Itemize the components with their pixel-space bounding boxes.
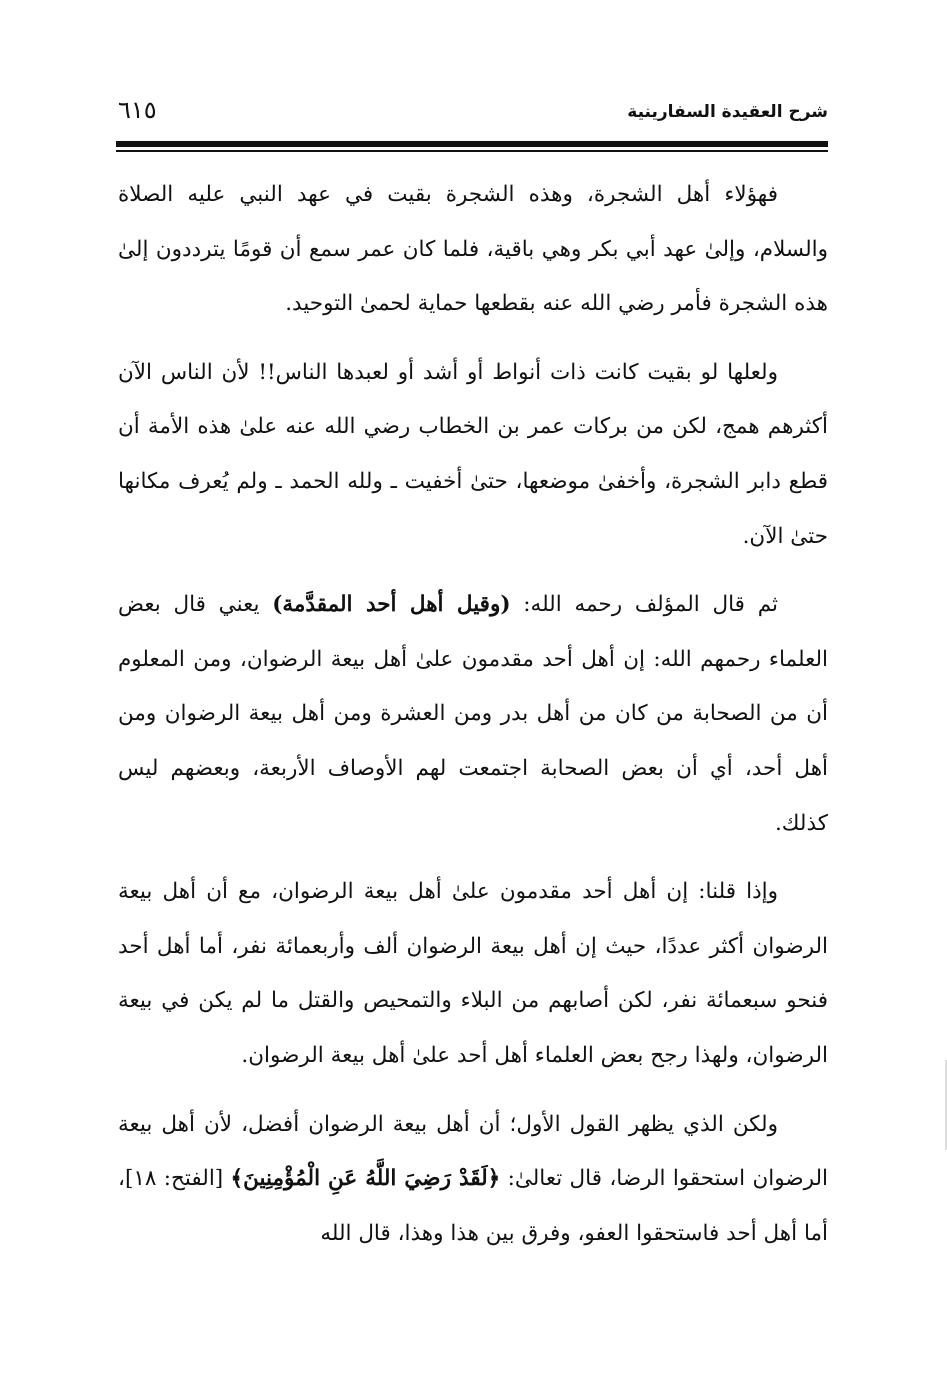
paragraph-2-text: ولعلها لو بقيت كانت ذات أنواط أو أشد أو لعبدها الناس!! لأن الناس الآن أكثرهم همج، لكن من بركات عمر بن الخطاب رضي الله عنه علىٰ هذه الأمة أن قطع دابر الشجرة، وأخفىٰ موضعها، حتىٰ أخفيت ـ ولله الحمد ـ ولم يُعرف مكانها حتىٰ الآن. — [118, 359, 828, 549]
paragraph-3 — [118, 578, 828, 851]
page-header — [118, 92, 828, 132]
paragraph-4-text: وإذا قلنا: إن أهل أحد مقدمون علىٰ أهل بيعة الرضوان، مع أن أهل بيعة الرضوان أكثر عددًا، حيث إن أهل بيعة الرضوان ألف وأربعمائة نفر، أما أهل أحد فنحو سبعمائة نفر، لكن أصابهم من البلاء والتمحيص والقتل ما لم يكن في بيعة الرضوان، ولهذا رجح بعض العلماء أهل أحد علىٰ أهل بيعة الرضوان. — [118, 879, 828, 1068]
paragraph-5-text: [الفتح: ١٨]، أما أهل أحد فاستحقوا العفو، وفرق بين هذا وهذا، قال الله — [118, 1166, 828, 1246]
matn-quote: (وقيل أهل أحد المقدَّمة) — [272, 592, 511, 618]
paragraph-1 — [118, 168, 828, 332]
paragraph-1-text: فهؤلاء أهل الشجرة، وهذه الشجرة بقيت في عهد النبي عليه الصلاة والسلام، وإلىٰ عهد أبي بكر وهي باقية، فلما كان عمر سمع أن قومًا يترددون إلىٰ هذه الشجرة فأمر رضي الله عنه بقطعها حماية لحمىٰ التوحيد. — [118, 182, 828, 317]
paragraph-5-lead: ولكن الذي يظهر القول الأول؛ أن أهل بيعة الرضوان أفضل، لأن أهل بيعة الرضوان استحقوا الرضا، قال تعالىٰ: — [118, 1111, 828, 1192]
page-number: ٦١٥ — [118, 96, 157, 124]
paragraph-2 — [118, 346, 828, 564]
page-body — [118, 168, 828, 1261]
header-rule-thin — [116, 150, 828, 152]
header-rule-thick — [116, 141, 828, 147]
paragraph-3-lead: ثم قال المؤلف رحمه الله: — [510, 592, 778, 618]
quran-verse: ﴿لَقَدْ رَضِيَ اللَّهُ عَنِ الْمُؤْمِنِينَ﴾ — [230, 1166, 501, 1192]
paragraph-3-text: يعني قال بعض العلماء رحمهم الله: إن أهل أحد مقدمون علىٰ أهل بيعة الرضوان، ومن المعلوم أن من الصحابة من كان من أهل بدر ومن العشرة ومن أهل بيعة الرضوان ومن أهل أحد، أي أن بعض الصحابة اجتمعت لهم الأوصاف الأربعة، وبعضهم ليس كذلك. — [118, 592, 828, 836]
paragraph-4 — [118, 865, 828, 1083]
paragraph-5 — [118, 1098, 828, 1262]
book-title: شرح العقيدة السفارينية — [627, 102, 828, 122]
